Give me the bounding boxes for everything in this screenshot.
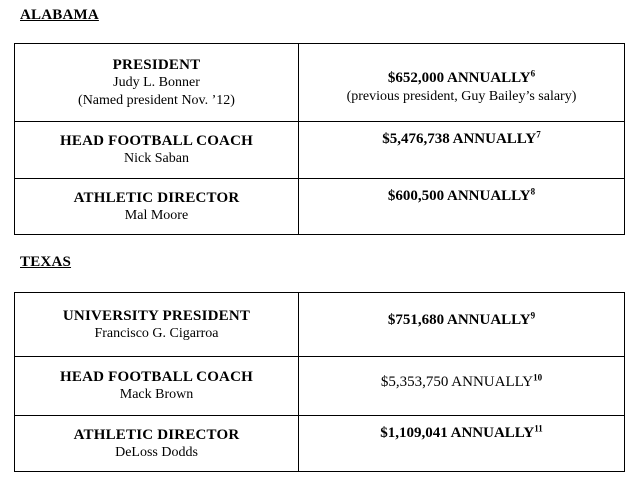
table-row xyxy=(15,122,625,179)
person-name: Nick Saban xyxy=(124,151,189,166)
person-name: Judy L. Bonner xyxy=(113,74,200,90)
position-cell xyxy=(15,416,299,472)
salary-value: $600,500 ANNUALLY xyxy=(387,188,531,204)
footnote-marker: 10 xyxy=(533,372,543,383)
footnote-marker: 11 xyxy=(534,423,543,434)
salary-cell xyxy=(299,357,625,416)
position-title: ATHLETIC DIRECTOR xyxy=(73,426,240,443)
position-title: PRESIDENT xyxy=(112,56,201,73)
position-title: HEAD FOOTBALL COACH xyxy=(60,369,253,385)
footnote-marker: 7 xyxy=(536,129,541,140)
salary-note: (previous president, Guy Bailey’s salary) xyxy=(346,89,577,104)
position-cell xyxy=(15,293,299,357)
alabama-salary-table xyxy=(14,43,625,235)
person-name: Mal Moore xyxy=(124,207,189,223)
salary-value: $652,000 ANNUALLY xyxy=(387,70,531,86)
footnote-marker: 9 xyxy=(530,310,536,321)
texas-heading: TEXAS xyxy=(20,254,72,270)
salary-cell xyxy=(299,122,625,179)
position-cell xyxy=(15,357,299,416)
person-name: Francisco G. Cigarroa xyxy=(94,325,219,341)
person-name: Mack Brown xyxy=(119,387,194,402)
footnote-marker: 6 xyxy=(530,68,536,79)
footnote-marker: 8 xyxy=(530,186,536,197)
salary-cell xyxy=(299,416,625,472)
table-row xyxy=(15,293,625,357)
salary-value: $5,353,750 ANNUALLY xyxy=(380,374,534,390)
table-row xyxy=(15,357,625,416)
table-row xyxy=(15,44,625,122)
position-note: (Named president Nov. ’12) xyxy=(78,92,235,108)
salary-cell xyxy=(299,293,625,357)
position-cell xyxy=(15,44,299,122)
person-name: DeLoss Dodds xyxy=(115,444,198,460)
salary-value: $751,680 ANNUALLY xyxy=(387,312,531,328)
salary-value: $5,476,738 ANNUALLY xyxy=(382,131,537,147)
position-cell xyxy=(15,122,299,179)
position-cell xyxy=(15,179,299,235)
position-title: ATHLETIC DIRECTOR xyxy=(73,189,240,206)
table-row xyxy=(15,179,625,235)
salary-cell xyxy=(299,44,625,122)
alabama-heading: ALABAMA xyxy=(20,7,99,23)
texas-salary-table xyxy=(14,292,625,472)
position-title: HEAD FOOTBALL COACH xyxy=(60,133,253,149)
salary-value: $1,109,041 ANNUALLY xyxy=(380,425,535,441)
position-title: UNIVERSITY PRESIDENT xyxy=(62,307,251,324)
table-row xyxy=(15,416,625,472)
salary-cell xyxy=(299,179,625,235)
